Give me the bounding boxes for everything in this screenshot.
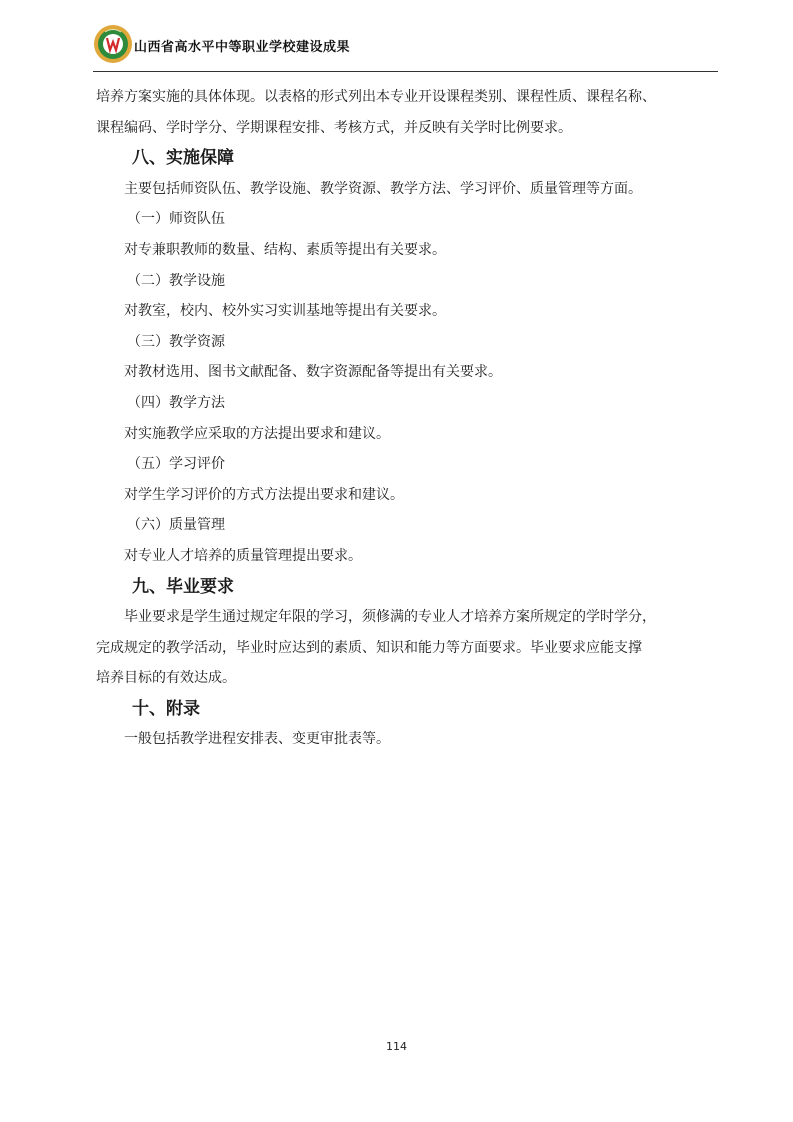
- subsection-title: （五）学习评价: [127, 456, 225, 473]
- paragraph-line: 培养方案实施的具体体现。以表格的形式列出本专业开设课程类别、课程性质、课程名称、: [96, 89, 656, 105]
- school-logo-icon: [93, 24, 133, 64]
- document-body: [96, 82, 721, 755]
- paragraph-line: 对教材选用、图书文献配备、数字资源配备等提出有关要求。: [124, 364, 502, 381]
- subsection-title: （二）教学设施: [127, 272, 225, 289]
- section-heading-8: 八、实施保障: [132, 148, 234, 169]
- paragraph-line: 一般包括教学进程安排表、变更审批表等。: [124, 731, 390, 748]
- subsection-title: （六）质量管理: [127, 517, 225, 534]
- paragraph-line: 对实施教学应采取的方法提出要求和建议。: [124, 425, 390, 442]
- page-header: [93, 22, 718, 74]
- paragraph-line: 对专业人才培养的质量管理提出要求。: [124, 547, 362, 564]
- section-heading-9: 九、毕业要求: [132, 576, 234, 597]
- paragraph-line: 毕业要求是学生通过规定年限的学习，须修满的专业人才培养方案所规定的学时学分，: [124, 609, 656, 626]
- paragraph-line: 对专兼职教师的数量、结构、素质等提出有关要求。: [124, 241, 446, 258]
- subsection-title: （三）教学资源: [127, 333, 225, 350]
- paragraph-line: 课程编码、学时学分、学期课程安排、考核方式，并反映有关学时比例要求。: [96, 119, 572, 136]
- section-heading-10: 十、附录: [132, 698, 200, 719]
- header-divider: [93, 71, 718, 72]
- subsection-title: （一）师资队伍: [127, 211, 225, 228]
- paragraph-line: 培养目标的有效达成。: [96, 670, 236, 687]
- paragraph-line: 对教室，校内、校外实习实训基地等提出有关要求。: [124, 303, 446, 320]
- paragraph-line: 完成规定的教学活动，毕业时应达到的素质、知识和能力等方面要求。毕业要求应能支撑: [96, 639, 642, 656]
- header-title: 山西省高水平中等职业学校建设成果: [134, 40, 351, 55]
- paragraph-line: 主要包括师资队伍、教学设施、教学资源、教学方法、学习评价、质量管理等方面。: [124, 180, 642, 197]
- page-number: 114: [386, 1040, 407, 1053]
- paragraph-line: 对学生学习评价的方式方法提出要求和建议。: [124, 486, 404, 503]
- subsection-title: （四）教学方法: [127, 394, 225, 411]
